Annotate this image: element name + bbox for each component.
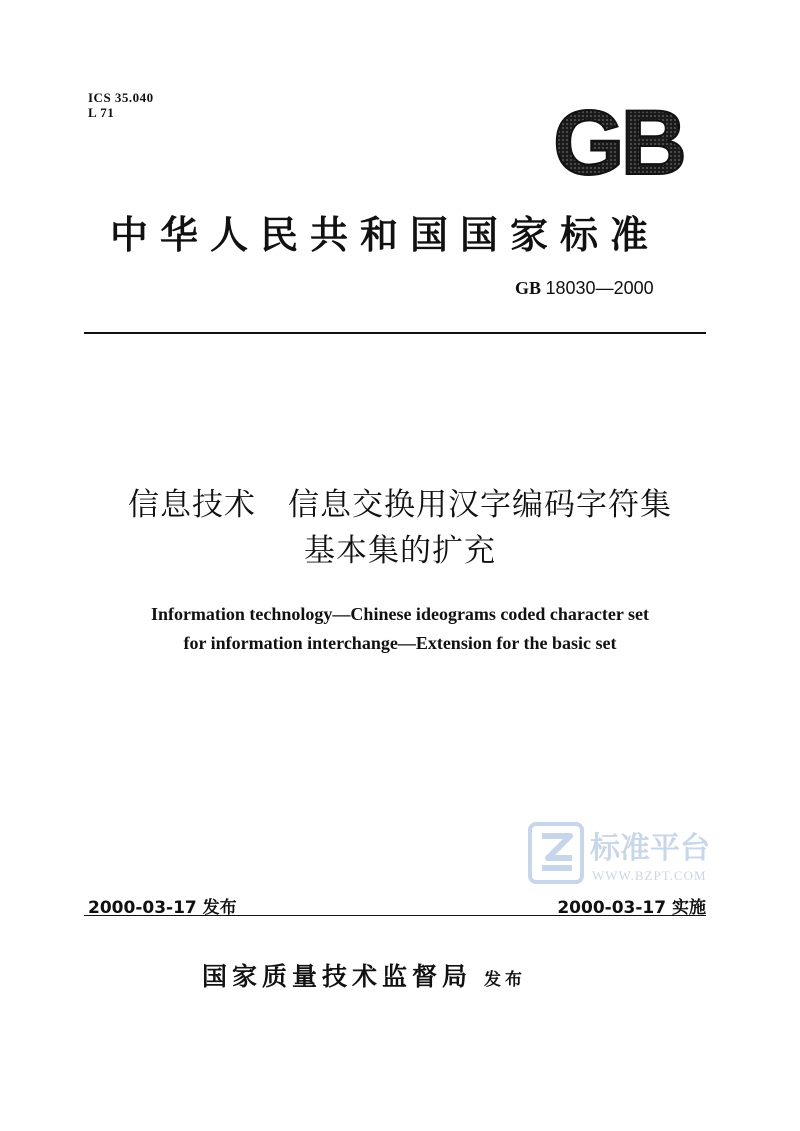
standard-prefix: GB [515, 278, 542, 298]
issuer [202, 957, 526, 993]
title-en-line2: for information interchange—Extension for the basic set [183, 633, 617, 653]
watermark-name: 标准平台 [590, 831, 710, 866]
bottom-divider [84, 915, 706, 916]
ics-code: ICS 35.040 [88, 90, 154, 105]
national-standard-heading: 中华人民共和国国家标准 [110, 213, 661, 257]
watermark-url: WWW.BZPT.COM [592, 868, 707, 883]
ccs-code: L 71 [88, 105, 115, 120]
standard-code: 18030—2000 [545, 278, 654, 298]
title-cn-line1: 信息技术 信息交换用汉字编码字符集 [128, 487, 672, 523]
title-english [60, 600, 740, 658]
title-en-line1: Information technology—Chinese ideograms coded character set [150, 604, 650, 624]
issue-date: 2000-03-17 发布 [88, 898, 237, 918]
classification-codes [88, 90, 154, 120]
standard-number [515, 278, 654, 299]
implementation-date: 2000-03-17 实施 [557, 898, 706, 918]
title-chinese [80, 482, 720, 574]
top-divider [84, 332, 706, 334]
watermark-icon [530, 824, 582, 882]
gb-logo [537, 98, 699, 186]
title-cn-line2: 基本集的扩充 [304, 533, 496, 569]
issuer-action: 发布 [484, 970, 527, 990]
watermark [528, 822, 728, 892]
gb-logo-text: GB [553, 98, 683, 186]
issuer-org: 国家质量技术监督局 [202, 962, 473, 991]
